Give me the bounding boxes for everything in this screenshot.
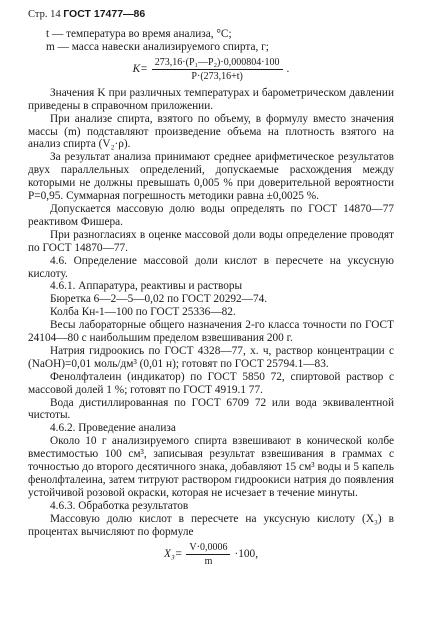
item-flask: Колба Кн-1—100 по ГОСТ 25336—82.	[50, 306, 236, 319]
formula-x3-lhs: X₃=	[163, 547, 183, 560]
item-water: Вода дистиллированная по ГОСТ 6709 72 или вода эквивалентной чистоты.	[28, 396, 394, 422]
formula-k-numerator: 273,16·(P₁—P₂)·0,000804·100	[152, 56, 283, 70]
definition-t: t — температура во время анализа, °С;	[46, 28, 232, 40]
section-4-6-1: 4.6.1. Аппаратура, реактивы и растворы	[50, 280, 243, 293]
formula-x3-fraction	[186, 541, 230, 568]
paragraph-k-values: Значения K при различных температурах и барометрическом давлении приведены в справочном приложении.	[28, 86, 394, 112]
paragraph-fischer: Допускается массовую долю воды определять по ГОСТ 14870—77 реактивом Фишера.	[28, 202, 394, 228]
section-4-6: 4.6. Определение массовой доли кислот в пересчете на уксусную кислоту.	[28, 254, 394, 280]
formula-x3-denominator: m	[204, 555, 213, 567]
item-phenolphthalein: Фенолфталеин (индикатор) по ГОСТ 5850 72, спиртовой раствор с массовой долей 1 %; готовят по ГОСТ 4919.1 77.	[28, 370, 394, 396]
formula-k-lhs: K=	[132, 62, 148, 75]
formula-k	[28, 56, 394, 83]
formula-x3	[28, 541, 394, 568]
definition-m: m — масса навески анализируемого спирта, г;	[46, 40, 269, 53]
item-burette: Бюретка 6—2—5—0,02 по ГОСТ 20292—74.	[50, 293, 268, 306]
formula-k-fraction	[152, 56, 283, 83]
paragraph-volume: При анализе спирта, взятого по объему, в формулу вместо значения массы (m) подставляют произведение объема на плотность взятого на анализ спирта (V₂·ρ).	[28, 112, 394, 151]
item-scales: Весы лабораторные общего назначения 2-го класса точности по ГОСТ 24104—80 с наибольшим пределом взвешивания 200 г.	[28, 319, 394, 345]
section-4-6-3: 4.6.3. Обработка результатов	[50, 499, 189, 512]
document-body	[28, 28, 394, 572]
page-number: Стр. 14	[28, 9, 61, 20]
formula-k-denominator: P·(273,16+t)	[191, 70, 243, 82]
paragraph-disagree: При разногласиях в оценке массовой доли воды определение проводят по ГОСТ 14870—77.	[28, 228, 394, 254]
section-4-6-2: 4.6.2. Проведение анализа	[50, 422, 176, 435]
formula-k-end: .	[286, 62, 290, 75]
paragraph-procedure: Около 10 г анализируемого спирта взвешивают в конической колбе вместимостью 100 см³, записывая результат взвешивания в граммах с точностью до второго десятичного знака, добавляют 15 см³ воды и 5 капель фенолфталеина, затем титруют раствором гидроокиси натрия до появления устойчивой розовой окраски, которая не исчезает в течение минуты.	[28, 435, 394, 499]
formula-x3-numerator: V·0,0006	[186, 541, 230, 555]
page-header	[28, 8, 145, 20]
paragraph-calc: Массовую долю кислот в пересчете на уксусную кислоту (X₃) в процентах вычисляют по формуле	[28, 512, 394, 538]
item-naoh: Натрия гидроокись по ГОСТ 4328—77, х. ч, раствор концентрации c (NaOH)=0,01 моль/дм³ (0,01 н); готовят по ГОСТ 25794.1—83.	[28, 344, 394, 370]
formula-x3-end: ·100,	[234, 547, 259, 560]
paragraph-result: За результат анализа принимают среднее арифметическое результатов двух параллельных определений, допускаемые расхождения между которыми не должны превышать 0,005 % при доверительной вероятности P=0,95. Суммарная погрешность методики равна ±0,0025 %.	[28, 151, 394, 203]
standard-number: ГОСТ 17477—86	[63, 8, 146, 20]
